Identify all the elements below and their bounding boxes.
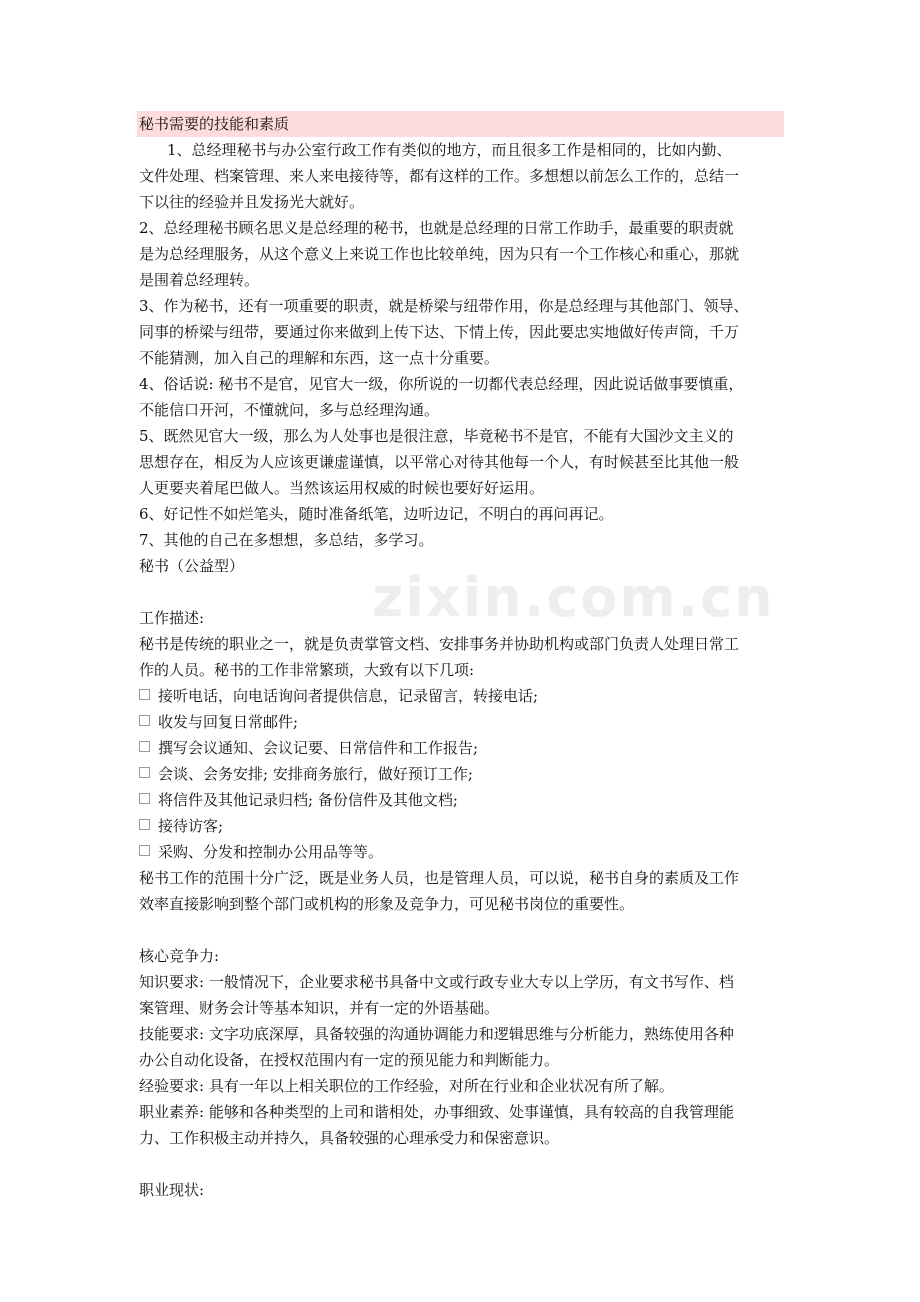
core-line: 办公自动化设备，在授权范围内有一定的预见能力和判断能力。 [139, 1051, 560, 1069]
skills-line: 不能猜测，加入自己的理解和东西，这一点十分重要。 [139, 349, 500, 367]
core-line: 技能要求: 文字功底深厚，具备较强的沟通协调能力和逻辑思维与分析能力，熟练使用各种 [139, 1025, 734, 1043]
skills-line: 人更要夹着尾巴做人。当然该运用权威的时候也要好好运用。 [139, 479, 545, 497]
duty-item [139, 735, 784, 761]
skills-line: 4、俗话说: 秘书不是官，见官大一级，你所说的一切都代表总经理，因此说话做事要慎重， [139, 375, 744, 393]
core-line: 知识要求: 一般情况下，企业要求秘书具备中文或行政专业大专以上学历，有文书写作、档 [139, 973, 734, 991]
checkbox-bullet-icon [139, 741, 150, 752]
duty-item [139, 683, 784, 709]
duty-item [139, 787, 784, 813]
blank-line [139, 917, 784, 943]
duty-text: 接听电话，向电话询问者提供信息，记录留言，转接电话; [158, 687, 539, 705]
skills-line: 同事的桥梁与纽带，要通过你来做到上传下达、下情上传，因此要忠实地做好传声筒，千万 [139, 323, 740, 341]
status-heading: 职业现状: [139, 1181, 205, 1199]
duty-item [139, 839, 784, 865]
watermark: zixin.com.cn [372, 566, 775, 629]
core-line: 案管理、财务会计等基本知识，并有一定的外语基础。 [139, 999, 500, 1017]
duty-text: 会谈、会务安排; 安排商务旅行，做好预订工作; [158, 765, 473, 783]
checkbox-bullet-icon [139, 767, 150, 778]
checkbox-bullet-icon [139, 845, 150, 856]
duty-text: 将信件及其他记录归档; 备份信件及其他文档; [158, 791, 458, 809]
checkbox-bullet-icon [139, 715, 150, 726]
skills-line: 不能信口开河，不懂就问，多与总经理沟通。 [139, 401, 440, 419]
checkbox-bullet-icon [139, 819, 150, 830]
doc-title: 秘书需要的技能和素质 [137, 111, 784, 137]
duty-item [139, 813, 784, 839]
skills-line: 1、总经理秘书与办公室行政工作有类似的地方，而且很多工作是相同的，比如内勤、 [167, 141, 732, 159]
skills-line: 5、既然见官大一级，那么为人处事也是很注意，毕竟秘书不是官，不能有大国沙文主义的 [139, 427, 734, 445]
duty-text: 收发与回复日常邮件; [158, 713, 299, 731]
skills-line: 下以往的经验并且发扬光大就好。 [139, 193, 365, 211]
core-line: 力、工作积极主动并持久，具备较强的心理承受力和保密意识。 [139, 1129, 560, 1147]
skills-line: 是围着总经理转。 [139, 271, 260, 289]
desc-heading: 工作描述: [139, 609, 205, 627]
duty-item [139, 709, 784, 735]
desc-summary-line: 秘书工作的范围十分广泛，既是业务人员，也是管理人员，可以说，秘书自身的素质及工作 [139, 869, 740, 887]
job-title: 秘书（公益型） [139, 557, 245, 575]
skills-line: 是为总经理服务，从这个意义上来说工作也比较单纯，因为只有一个工作核心和重心，那就 [139, 245, 740, 263]
core-line: 职业素养: 能够和各种类型的上司和谐相处，办事细致、处事谨慎，具有较高的自我管理能 [139, 1103, 734, 1121]
skills-line: 3、作为秘书，还有一项重要的职责，就是桥梁与纽带作用，你是总经理与其他部门、领导、 [139, 297, 749, 315]
core-heading: 核心竞争力: [139, 947, 220, 965]
checkbox-bullet-icon [139, 793, 150, 804]
checkbox-bullet-icon [139, 689, 150, 700]
skills-line: 思想存在，相反为人应该更谦虚谨慎，以平常心对待其他每一个人，有时候甚至比其他一般 [139, 453, 740, 471]
blank-line [139, 1151, 784, 1177]
document-body [139, 111, 784, 1203]
desc-intro-line: 作的人员。秘书的工作非常繁琐，大致有以下几项: [139, 661, 475, 679]
duty-text: 接待访客; [158, 817, 224, 835]
skills-line: 6、好记性不如烂笔头，随时准备纸笔，边听边记，不明白的再问再记。 [139, 505, 614, 523]
desc-summary-line: 效率直接影响到整个部门或机构的形象及竞争力，可见秘书岗位的重要性。 [139, 895, 635, 913]
blank-line [139, 579, 784, 605]
skills-line: 文件处理、档案管理、来人来电接待等，都有这样的工作。多想想以前怎么工作的，总结一 [139, 167, 740, 185]
desc-intro-line: 秘书是传统的职业之一，就是负责掌管文档、安排事务并协助机构或部门负责人处理日常工 [139, 635, 740, 653]
duty-text: 采购、分发和控制办公用品等等。 [158, 843, 384, 861]
skills-line: 7、其他的自己在多想想，多总结，多学习。 [139, 531, 434, 549]
skills-line: 2、总经理秘书顾名思义是总经理的秘书，也就是总经理的日常工作助手，最重要的职责就 [139, 219, 734, 237]
duty-text: 撰写会议通知、会议记要、日常信件和工作报告; [158, 739, 479, 757]
duty-item [139, 761, 784, 787]
core-line: 经验要求: 具有一年以上相关职位的工作经验，对所在行业和企业状况有所了解。 [139, 1077, 674, 1095]
